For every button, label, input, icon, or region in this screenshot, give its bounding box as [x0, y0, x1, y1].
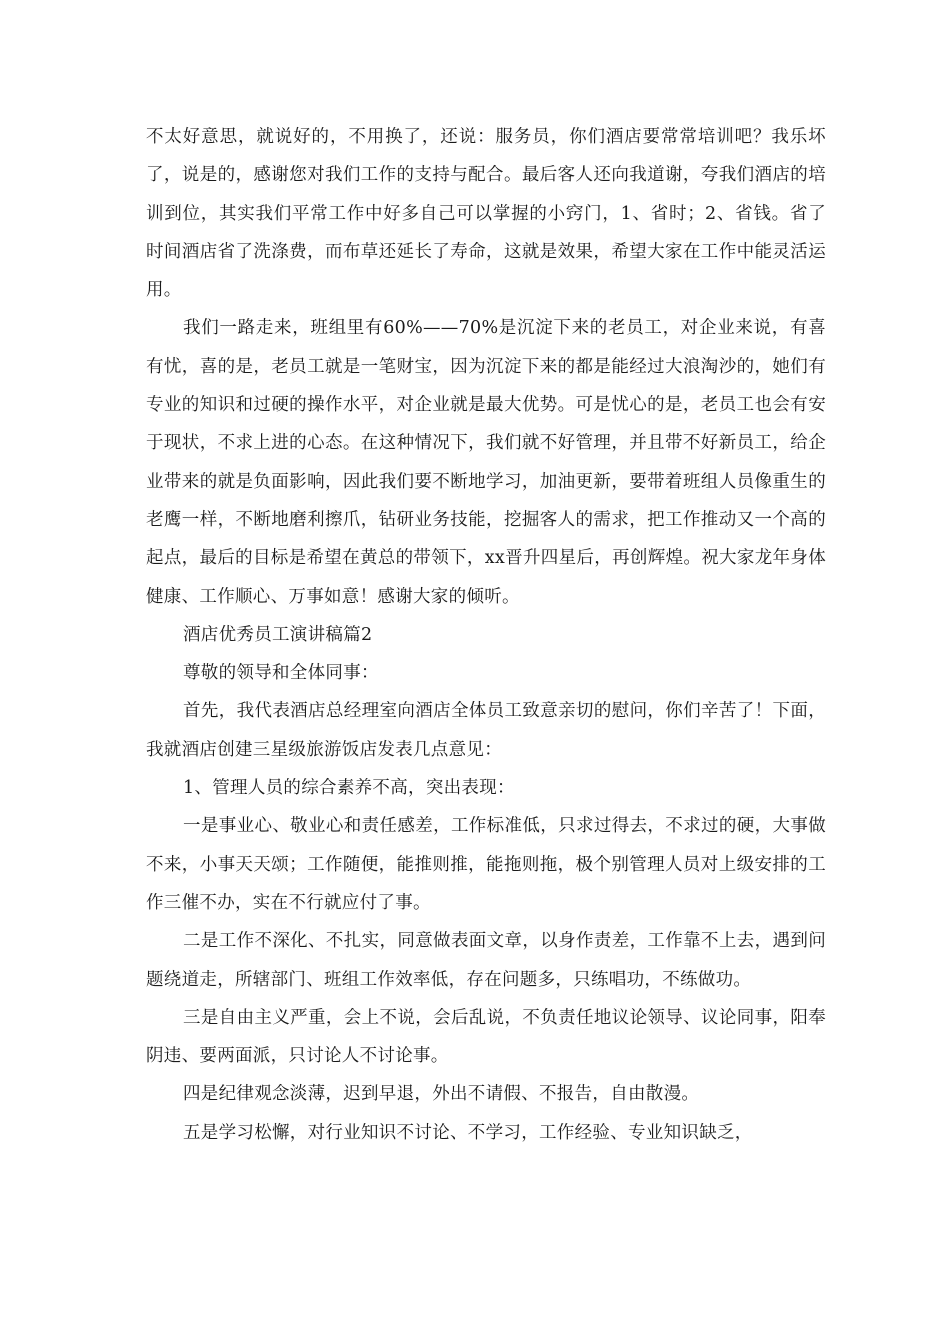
paragraph-8: 五是学习松懈，对行业知识不讨论、不学习，工作经验、专业知识缺乏， [183, 1122, 753, 1143]
paragraph-3: 首先，我代表酒店总经理室向酒店全体员工致意亲切的慰问，你们辛苦了！下面，我就酒店创建三星级旅游饭店发表几点意见： [146, 701, 826, 760]
paragraph-5: 二是工作不深化、不扎实，同意做表面文章，以身作责差，工作靠不上去，遇到问题绕道走，所辖部门、班组工作效率低，存在问题多，只练唱功，不练做功。 [146, 931, 826, 990]
section-heading: 酒店优秀员工演讲稿篇2 [183, 624, 373, 645]
salutation: 尊敬的领导和全体同事： [183, 663, 379, 684]
paragraph-6: 三是自由主义严重，会上不说，会后乱说，不负责任地议论领导、议论同事，阳奉阴违、要两面派，只讨论人不讨论事。 [146, 1007, 826, 1067]
paragraph-2: 我们一路走来，班组里有60%——70%是沉淀下来的老员工，对企业来说，有喜有忧，喜的是，老员工就是一笔财宝，因为沉淀下来的都是能经过大浪淘沙的，她们有专业的知识和过硬的操作水平，对企业就是最大优势。可是忧心的是，老员工也会有安于现状，不求上进的心态。在这种情况下，我们就不好管理，并且带不好新员工，给企业带来的就是负面影响，因此我们要不断地学习，加油更新，要带着班组人员像重生的老鹰一样，不断地磨利擦爪，钻研业务技能，挖掘客人的需求，把工作推动又一个高的起点，最后的目标是希望在黄总的带领下，xx晋升四星后，再创辉煌。祝大家龙年身体健康、工作顺心、万事如意！感谢大家的倾听。 [146, 318, 826, 607]
paragraph-4: 一是事业心、敬业心和责任感差，工作标准低，只求过得去，不求过的硬，大事做不来，小事天天颂；工作随便，能推则推，能拖则拖，极个别管理人员对上级安排的工作三催不办，实在不行就应付了事。 [146, 816, 826, 913]
paragraph-7: 四是纪律观念淡薄，迟到早退，外出不请假、不报告，自由散漫。 [183, 1084, 700, 1105]
document-body [146, 118, 826, 1152]
list-item-1: 1、管理人员的综合素养不高，突出表现： [183, 778, 515, 799]
paragraph-1: 不太好意思，就说好的，不用换了，还说：服务员，你们酒店要常常培训吧？我乐坏了，说是的，感谢您对我们工作的支持与配合。最后客人还向我道谢，夸我们酒店的培训到位，其实我们平常工作中好多自己可以掌握的小窍门，1、省时；2、省钱。省了时间酒店省了洗涤费，而布草还延长了寿命，这就是效果，希望大家在工作中能灵活运用。 [146, 127, 826, 301]
